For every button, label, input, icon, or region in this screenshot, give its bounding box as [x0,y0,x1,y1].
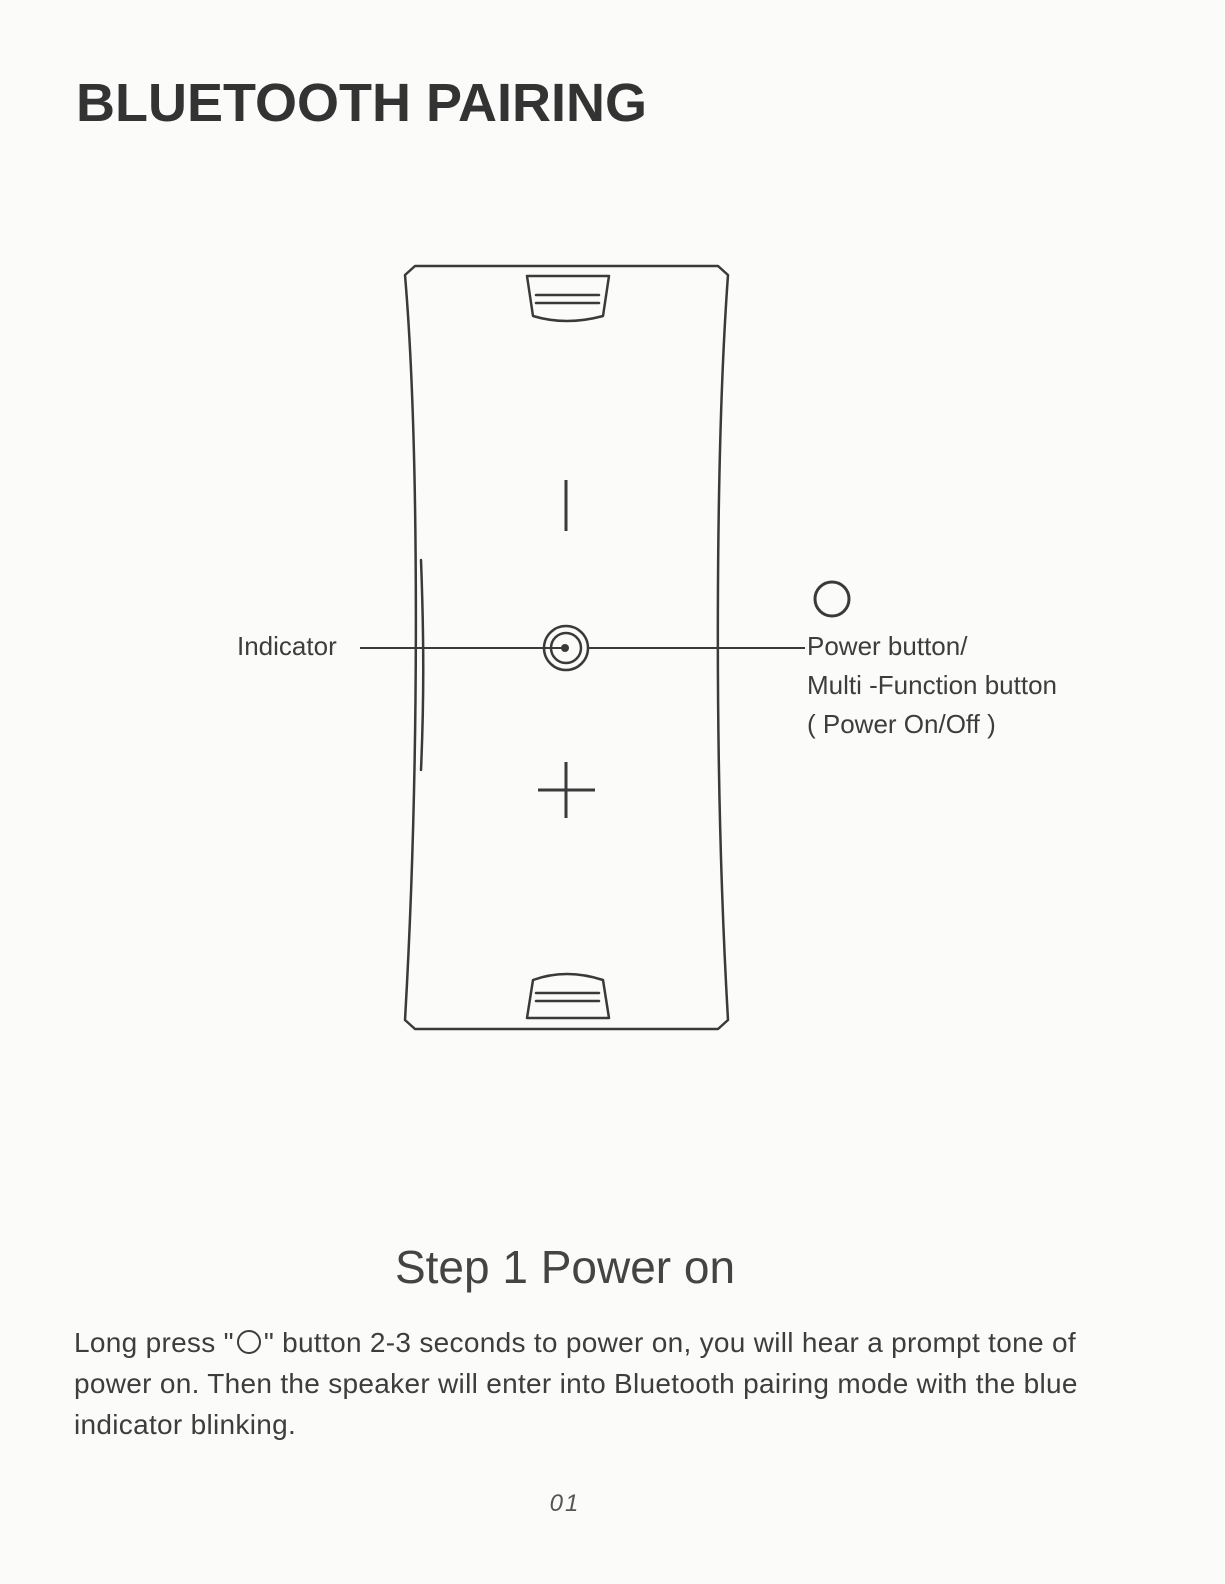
power-symbol-icon [815,582,849,616]
power-symbol-icon [237,1330,261,1354]
indicator-label: Indicator [237,631,337,661]
step-text-end: " button 2-3 seconds to power on, you will hear a prompt tone of power on. Then the speaker will enter into Bluetooth pairing mode with the blue indicator blinking. [74,1327,1078,1440]
top-strap-loop [527,276,609,321]
power-on-off-label: ( Power On/Off ) [807,709,996,739]
page-title: BLUETOOTH PAIRING [76,73,648,133]
step-text-start: Long press " [74,1327,234,1358]
multi-function-label: Multi -Function button [807,670,1058,700]
power-button-label: Power button/ [807,631,968,661]
step-title: Step 1 Power on [394,1241,736,1293]
volume-up-icon [538,762,595,818]
bottom-strap-loop [527,974,609,1018]
speaker-side-edge [421,560,423,770]
page-number: 01 [549,1490,581,1517]
step-instructions [74,1322,1154,1445]
